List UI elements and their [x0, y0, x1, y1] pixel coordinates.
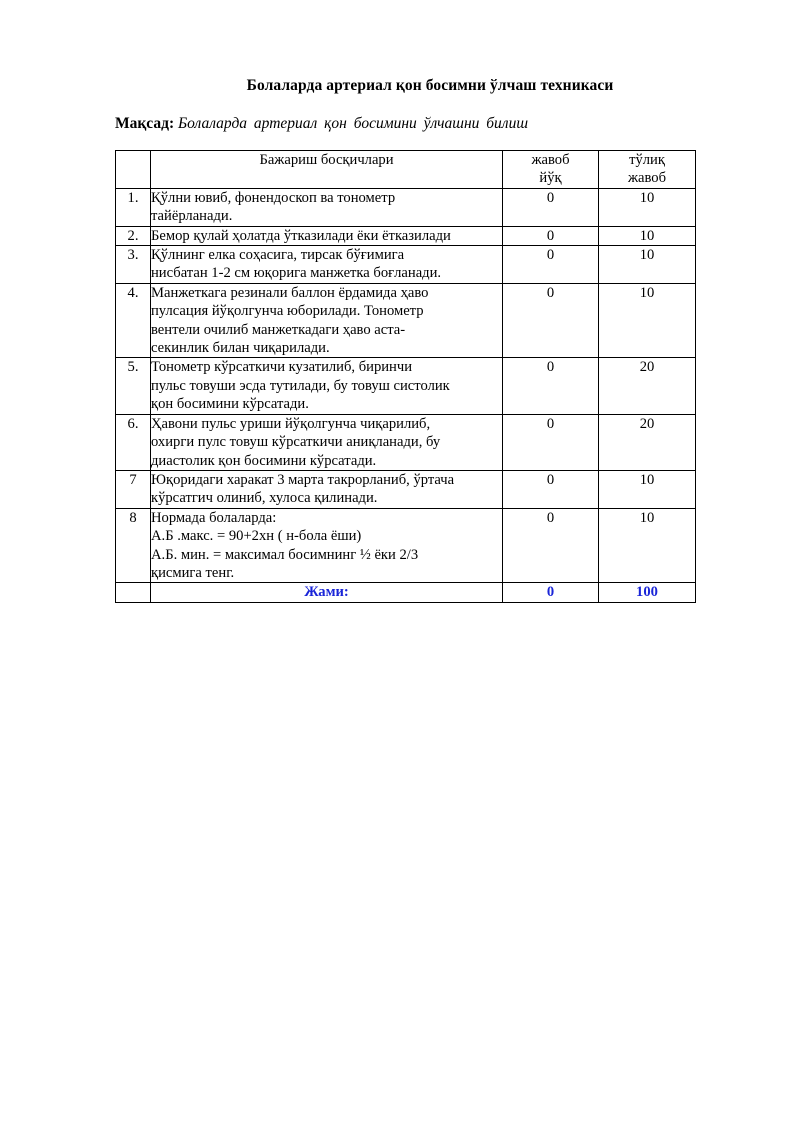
step-line: Манжеткага резинали баллон ёрдамида ҳаво: [151, 284, 429, 301]
page-title: Болаларда артериал қон босимни ўлчаш техникаси: [246, 77, 614, 94]
header-num: [116, 151, 151, 189]
header-no-answer-line2: йўқ: [539, 170, 562, 187]
steps-table: [115, 150, 696, 603]
table-body: [116, 188, 696, 602]
step-line: нисбатан 1-2 см юқорига манжетка боғланади.: [151, 265, 442, 282]
table-row: [116, 246, 696, 284]
step-line: вентели очилиб манжеткадаги ҳаво аста-: [151, 321, 406, 338]
row-no-answer: 0: [503, 358, 599, 414]
table-row: [116, 508, 696, 583]
header-no-answer: [503, 151, 599, 189]
step-line: қон босимини кўрсатади.: [151, 396, 309, 413]
row-no-answer: 0: [503, 414, 599, 470]
row-number: 1.: [116, 188, 151, 226]
goal-line: [115, 114, 528, 134]
step-line: Юқоридаги харакат 3 марта такрорланиб, ўртача: [151, 471, 455, 488]
row-step: [151, 246, 503, 284]
table-row: [116, 226, 696, 245]
step-line: охирги пулс товуш кўрсаткичи аниқланади, бу: [151, 434, 441, 451]
table-row: [116, 283, 696, 358]
row-full-answer: 10: [599, 246, 696, 284]
header-no-answer-line1: жавоб: [531, 152, 570, 168]
row-no-answer: 0: [503, 246, 599, 284]
row-no-answer: 0: [503, 226, 599, 245]
table-row: [116, 414, 696, 470]
row-step: [151, 226, 503, 245]
row-no-answer: 0: [503, 470, 599, 508]
row-full-answer: 20: [599, 358, 696, 414]
row-number: 5.: [116, 358, 151, 414]
row-number: 7: [116, 470, 151, 508]
step-line: пулсация йўқолгунча юборилади. Тонометр: [151, 303, 424, 320]
row-full-answer: 20: [599, 414, 696, 470]
step-line: секинлик билан чиқарилади.: [151, 340, 330, 357]
step-line: Бемор қулай ҳолатда ўтказилади ёки ётказилади: [151, 227, 451, 244]
total-full-answer: 100: [599, 583, 696, 602]
step-line: Қўлнинг елка соҳасига, тирсак бўғимига: [151, 247, 405, 264]
table-row: [116, 470, 696, 508]
goal-label: Мақсад:: [115, 115, 175, 132]
step-line: А.Б. мин. = максимал босимнинг ½ ёки 2/3: [151, 546, 419, 563]
table-row: [116, 358, 696, 414]
header-full-answer-line2: жавоб: [627, 170, 667, 187]
row-step: [151, 414, 503, 470]
row-number: 6.: [116, 414, 151, 470]
row-full-answer: 10: [599, 226, 696, 245]
row-step: [151, 508, 503, 583]
step-line: қисмига тенг.: [151, 564, 235, 581]
row-full-answer: 10: [599, 508, 696, 583]
row-no-answer: 0: [503, 508, 599, 583]
row-number: 3.: [116, 246, 151, 284]
row-number: 8: [116, 508, 151, 583]
row-step: [151, 283, 503, 358]
row-number: 4.: [116, 283, 151, 358]
row-number: 2.: [116, 226, 151, 245]
table-header-row: [116, 151, 696, 189]
row-no-answer: 0: [503, 188, 599, 226]
step-line: Ҳавони пульс уриши йўқолгунча чиқарилиб,: [151, 415, 431, 432]
header-step: Бажариш босқичлари: [151, 151, 503, 189]
total-num-cell: [116, 583, 151, 602]
step-line: пульс товуши эсда тутилади, бу товуш систолик: [151, 377, 450, 394]
step-line: диастолик қон босимини кўрсатади.: [151, 452, 377, 469]
row-full-answer: 10: [599, 188, 696, 226]
row-step: [151, 188, 503, 226]
header-full-answer-line1: тўлиқ: [629, 152, 665, 168]
goal-text: Болаларда артериал қон босимини ўлчашни билиш: [178, 115, 529, 132]
row-no-answer: 0: [503, 283, 599, 358]
row-full-answer: 10: [599, 283, 696, 358]
table-row: [116, 188, 696, 226]
total-row: [116, 583, 696, 602]
row-full-answer: 10: [599, 470, 696, 508]
step-line: тайёрланади.: [151, 208, 233, 225]
step-line: Тонометр кўрсаткичи кузатилиб, биринчи: [151, 359, 413, 376]
row-step: [151, 470, 503, 508]
step-line: кўрсатгич олиниб, хулоса қилинади.: [151, 490, 378, 507]
row-step: [151, 358, 503, 414]
step-line: Қўлни ювиб, фонендоскоп ва тонометр: [151, 189, 396, 206]
step-line: Нормада болаларда:: [151, 509, 277, 526]
total-label: Жами:: [151, 583, 503, 602]
total-no-answer: 0: [503, 583, 599, 602]
step-line: А.Б .макс. = 90+2хн ( н-бола ёши): [151, 528, 362, 545]
header-full-answer: [599, 151, 696, 189]
